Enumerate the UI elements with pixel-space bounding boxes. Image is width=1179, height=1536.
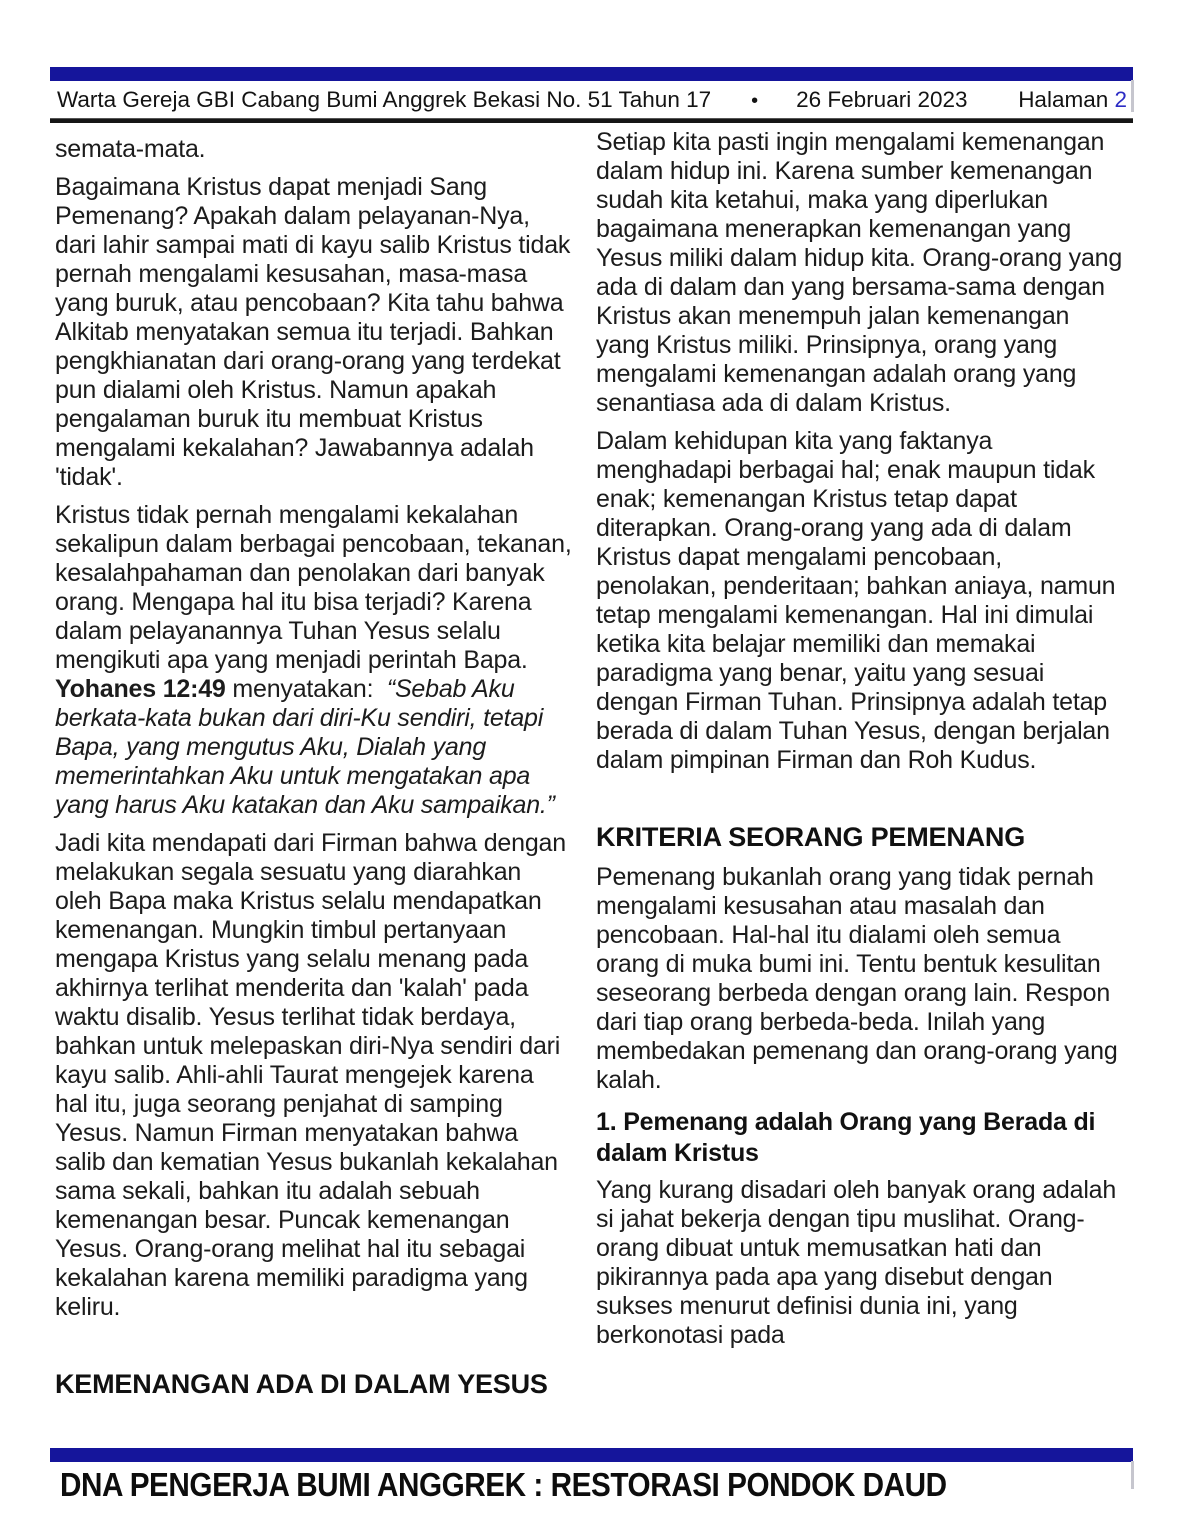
paragraph-dalam-kehidupan: Dalam kehidupan kita yang faktanya menghadapi berbagai hal; enak maupun tidak enak; kemenangan Kristus tetap dapat diterapkan. Orang-orang yang ada di dalam Kristus dapat mengalami pencobaan, penolakan, penderitaan; bahkan aniaya, namun tetap mengalami kemenangan. Hal ini dimulai ketika kita belajar memiliki dan memakai paradigma yang benar, yaitu yang sesuai dengan Firman Tuhan. Prinsipnya adalah tetap berada di dalam Tuhan Yesus, dengan berjalan dalam pimpinan Firman dan Roh Kudus. — [596, 427, 1116, 774]
carryover-paragraph: semata-mata. — [55, 135, 206, 163]
page-label: Halaman — [1018, 87, 1115, 112]
subsection-heading-1: 1. Pemenang adalah Orang yang Berada di dalam Kristus — [596, 1108, 1096, 1167]
page-indicator — [1018, 86, 1127, 114]
section-heading-kemenangan: KEMENANGAN ADA DI DALAM YESUS — [55, 1369, 548, 1399]
scripture-quote: “Sebab Aku berkata-kata bukan dari diri-Ku sendiri, tetapi Bapa, yang mengutus Aku, Dialah yang memerintahkan Aku untuk mengatakan apa yang harus Aku katakan dan Aku sampaikan.” — [55, 675, 555, 819]
article-body — [55, 128, 1133, 1410]
paragraph-setiap-kita: Setiap kita pasti ingin mengalami kemenangan dalam hidup ini. Karena sumber kemenangan sudah kita ketahui, maka yang diperlukan bagaimana menerapkan kemenangan yang Yesus miliki dalam hidup kita. Orang-orang yang ada di dalam dan yang bersama-sama dengan Kristus akan menempuh jalan kemenangan yang Kristus miliki. Prinsipnya, orang yang mengalami kemenangan adalah orang yang senantiasa ada di dalam Kristus. — [596, 128, 1123, 417]
section-heading-kriteria: KRITERIA SEORANG PEMENANG — [596, 822, 1026, 852]
paragraph-text: menyatakan: — [225, 675, 387, 703]
top-accent-bar — [50, 67, 1133, 81]
paragraph-bagaimana-kristus: Bagaimana Kristus dapat menjadi Sang Pemenang? Apakah dalam pelayanan-Nya, dari lahir sampai mati di kayu salib Kristus tidak pernah mengalami kesusahan, masa-masa yang buruk, atau pencobaan? Kita tahu bahwa Alkitab menyatakan semua itu terjadi. Bahkan pengkhianatan dari orang-orang yang terdekat pun dialami oleh Kristus. Namun apakah pengalaman buruk itu membuat Kristus mengalami kekalahan? Jawabannya adalah 'tidak'. — [55, 173, 571, 491]
article-column-right — [596, 128, 1129, 1410]
paragraph-pemenang-bukanlah: Pemenang bukanlah orang yang tidak pernah mengalami kesusahan atau masalah dan pencobaan. Hal-hal itu dialami oleh semua orang di muka bumi ini. Tentu bentuk kesulitan seseorang berbeda dengan orang lain. Respon dari tiap orang berbeda-beda. Inilah yang membedakan pemenang dan orang-orang yang kalah. — [596, 863, 1118, 1094]
paragraph-kristus-tidak-pernah — [55, 501, 573, 820]
paragraph-jadi-kita: Jadi kita mendapati dari Firman bahwa dengan melakukan segala sesuatu yang diarahkan oleh Bapa maka Kristus selalu mendapatkan kemenangan. Mungkin timbul pertanyaan mengapa Kristus yang selalu menang pada akhirnya terlihat menderita dan 'kalah' pada waktu disalib. Yesus terlihat tidak berdaya, bahkan untuk melepaskan diri-Nya sendiri dari kayu salib. Ahli-ahli Taurat mengejek karena hal itu, juga seorang penjahat di samping Yesus. Namun Firman menyatakan bahwa salib dan kematian Yesus bukanlah kekalahan sama sekali, bahkan itu adalah sebuah kemenangan besar. Puncak kemenangan Yesus. Orang-orang melihat hal itu sebagai kekalahan karena memiliki paradigma yang keliru. — [55, 829, 566, 1321]
masthead-title: Warta Gereja GBI Cabang Bumi Anggrek Bekasi No. 51 Tahun 17 — [57, 87, 712, 112]
bullet-separator-icon: • — [751, 90, 759, 112]
page-number: 2 — [1114, 87, 1127, 112]
bottom-accent-bar — [50, 1448, 1133, 1462]
masthead — [57, 86, 1127, 115]
masthead-date: 26 Februari 2023 — [796, 87, 968, 112]
footer-slogan: DNA PENGERJA BUMI ANGGREK : RESTORASI PONDOK DAUD — [60, 1466, 947, 1503]
paragraph-text: Kristus tidak pernah mengalami kekalahan sekalipun dalam berbagai pencobaan, tekanan, kesalahpahaman dan penolakan dari banyak orang. Mengapa hal itu bisa terjadi? Karena dalam pelayanannya Tuhan Yesus selalu mengikuti apa yang menjadi perintah Bapa. — [55, 501, 572, 674]
scripture-reference: Yohanes 12:49 — [55, 675, 226, 703]
bottom-bar-shadow — [1131, 1461, 1134, 1489]
paragraph-yang-kurang: Yang kurang disadari oleh banyak orang adalah si jahat bekerja dengan tipu muslihat. Orang-orang dibuat untuk memusatkan hati dan pikirannya pada apa yang disebut dengan sukses menurut definisi dunia ini, yang berkonotasi pada — [596, 1176, 1117, 1349]
header-rule — [50, 118, 1133, 123]
article-column-left — [55, 135, 573, 1410]
top-bar-shadow — [1131, 80, 1134, 112]
